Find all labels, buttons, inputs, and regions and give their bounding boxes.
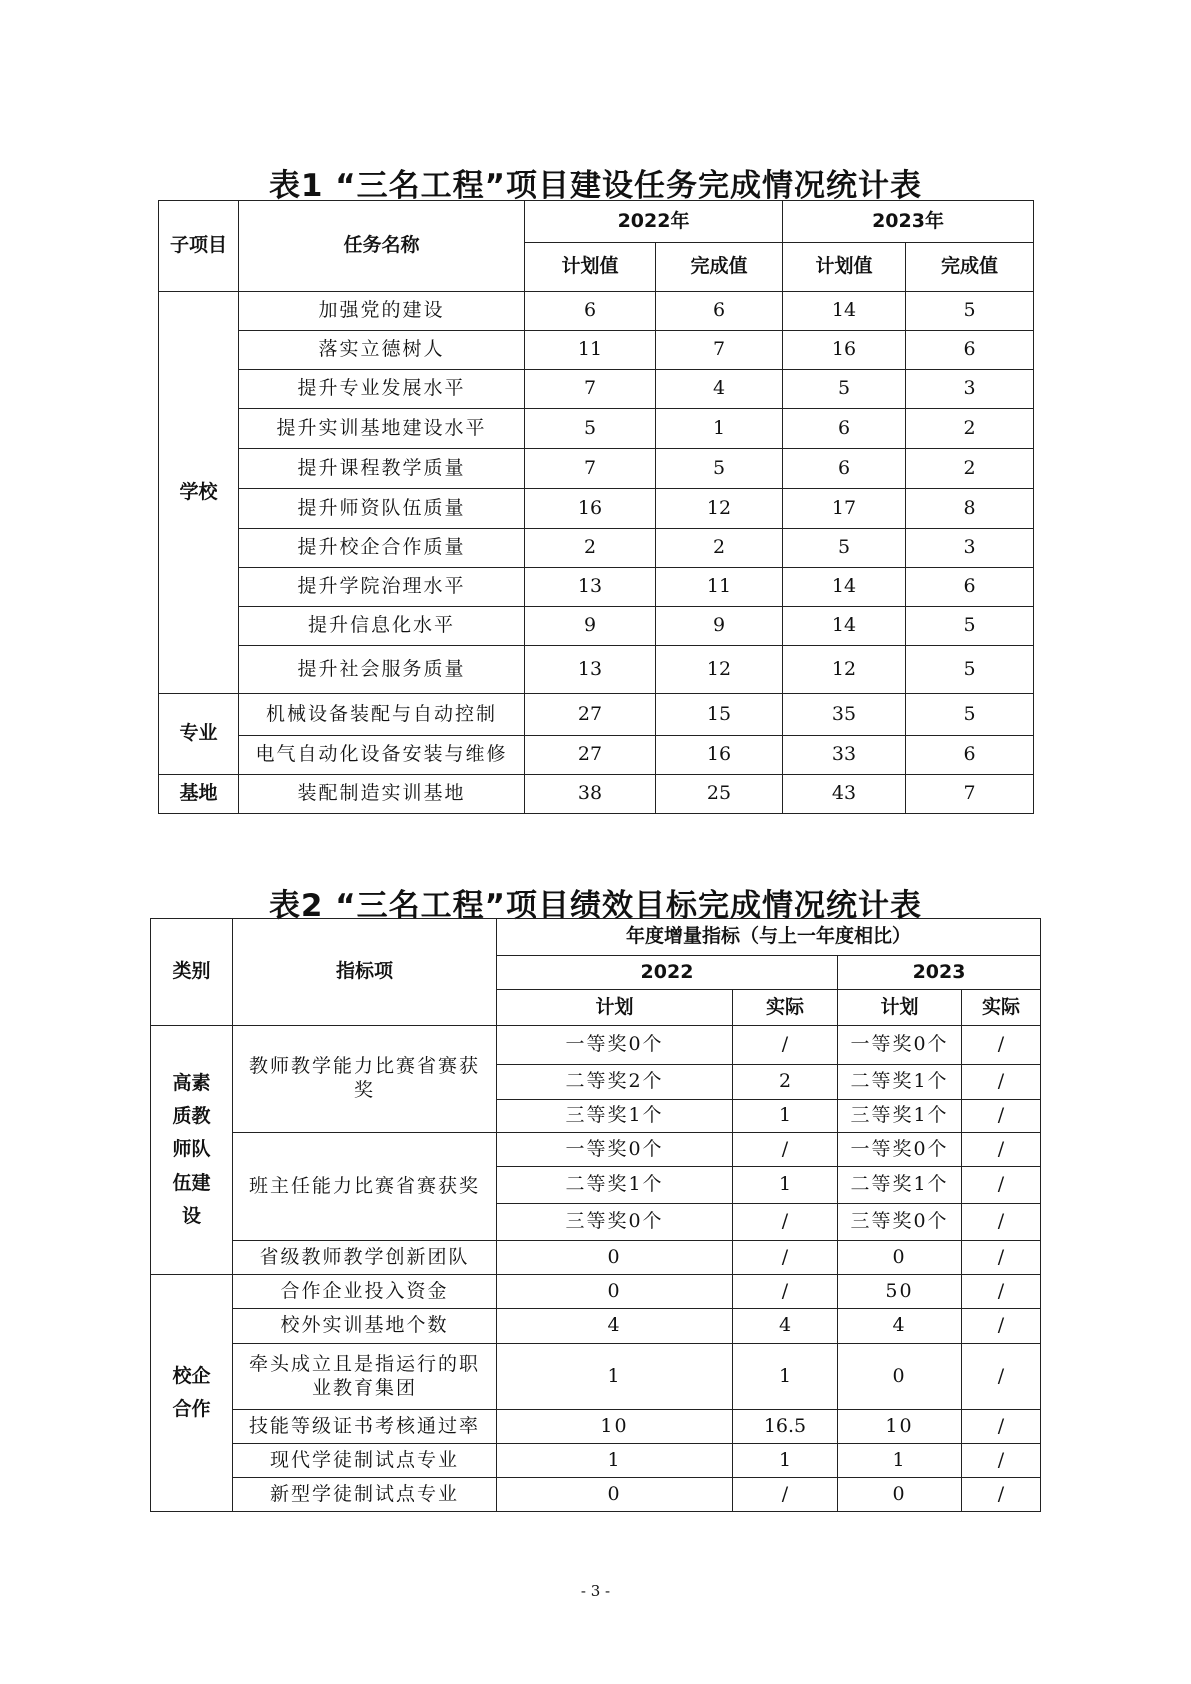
indicator-cell: 省级教师教学创新团队 [233, 1241, 497, 1275]
plan-2023-cell: 二等奖1个 [838, 1065, 962, 1100]
table-row [159, 694, 1034, 736]
task-name-cell: 提升专业发展水平 [239, 370, 525, 409]
plan-2023-cell: 10 [838, 1410, 962, 1444]
header-indicator: 指标项 [233, 919, 497, 1026]
header-plan-2023: 计划 [838, 990, 962, 1026]
category-cell [151, 1026, 233, 1275]
category-line: 高素 [172, 1071, 211, 1094]
task-name-cell: 提升校企合作质量 [239, 529, 525, 568]
plan-2023-cell: 0 [838, 1478, 962, 1512]
value-cell: 2 [906, 409, 1034, 449]
table-row [151, 1444, 1041, 1478]
actual-2023-cell: / [962, 1309, 1041, 1344]
actual-2022-cell: 1 [733, 1167, 838, 1204]
value-cell: 14 [783, 292, 906, 331]
actual-2022-cell: 1 [733, 1444, 838, 1478]
page-number: - 3 - [580, 1582, 611, 1600]
header-annual-increment: 年度增量指标（与上一年度相比） [497, 919, 1041, 956]
category-cell [151, 1275, 233, 1512]
value-cell: 6 [906, 736, 1034, 775]
actual-2023-cell: / [962, 1344, 1041, 1410]
table-row [151, 1344, 1041, 1410]
header-done-2022: 完成值 [656, 243, 783, 292]
plan-2023-cell: 4 [838, 1309, 962, 1344]
value-cell: 9 [656, 607, 783, 646]
value-cell: 1 [656, 409, 783, 449]
value-cell: 2 [656, 529, 783, 568]
value-cell: 5 [783, 529, 906, 568]
subproject-cell: 基地 [159, 775, 239, 814]
plan-2022-cell: 10 [497, 1410, 733, 1444]
value-cell: 3 [906, 529, 1034, 568]
header-plan-2023: 计划值 [783, 243, 906, 292]
header-task-name: 任务名称 [239, 201, 525, 292]
plan-2022-cell: 4 [497, 1309, 733, 1344]
value-cell: 7 [656, 331, 783, 370]
plan-2023-cell: 三等奖1个 [838, 1100, 962, 1133]
value-cell: 6 [906, 331, 1034, 370]
plan-2022-cell: 一等奖0个 [497, 1026, 733, 1065]
value-cell: 11 [525, 331, 656, 370]
actual-2023-cell: / [962, 1065, 1041, 1100]
header-plan-2022: 计划值 [525, 243, 656, 292]
value-cell: 7 [906, 775, 1034, 814]
actual-2022-cell: / [733, 1241, 838, 1275]
task-name-cell: 提升师资队伍质量 [239, 489, 525, 529]
plan-2023-cell: 0 [838, 1241, 962, 1275]
plan-2022-cell: 1 [497, 1344, 733, 1410]
value-cell: 13 [525, 568, 656, 607]
task-name-cell: 提升社会服务质量 [239, 646, 525, 694]
value-cell: 5 [906, 694, 1034, 736]
indicator-cell: 牵头成立且是指运行的职业教育集团 [233, 1344, 497, 1410]
subproject-cell: 学校 [159, 292, 239, 694]
table-row [159, 775, 1034, 814]
value-cell: 25 [656, 775, 783, 814]
actual-2023-cell: / [962, 1410, 1041, 1444]
indicator-cell: 教师教学能力比赛省赛获奖 [233, 1026, 497, 1133]
value-cell: 27 [525, 736, 656, 775]
plan-2023-cell: 一等奖0个 [838, 1133, 962, 1167]
value-cell: 12 [656, 646, 783, 694]
actual-2023-cell: / [962, 1204, 1041, 1241]
table-row [151, 1133, 1041, 1167]
header-plan-2022: 计划 [497, 990, 733, 1026]
table-row [159, 292, 1034, 331]
table-row [159, 370, 1034, 409]
table-row [159, 646, 1034, 694]
value-cell: 12 [656, 489, 783, 529]
value-cell: 13 [525, 646, 656, 694]
table-row [159, 449, 1034, 489]
plan-2023-cell: 50 [838, 1275, 962, 1309]
table-row [159, 736, 1034, 775]
header-actual-2022: 实际 [733, 990, 838, 1026]
header-done-2023: 完成值 [906, 243, 1034, 292]
value-cell: 5 [906, 607, 1034, 646]
value-cell: 17 [783, 489, 906, 529]
value-cell: 8 [906, 489, 1034, 529]
header-actual-2023: 实际 [962, 990, 1041, 1026]
actual-2023-cell: / [962, 1100, 1041, 1133]
value-cell: 5 [783, 370, 906, 409]
actual-2023-cell: / [962, 1444, 1041, 1478]
value-cell: 14 [783, 568, 906, 607]
value-cell: 16 [783, 331, 906, 370]
task-name-cell: 提升学院治理水平 [239, 568, 525, 607]
value-cell: 38 [525, 775, 656, 814]
header-year-2022: 2022年 [525, 201, 783, 243]
plan-2023-cell: 三等奖0个 [838, 1204, 962, 1241]
category-line: 设 [181, 1204, 201, 1227]
category-line: 校企 [172, 1364, 211, 1387]
table-row [151, 1309, 1041, 1344]
header-category: 类别 [151, 919, 233, 1026]
value-cell: 6 [906, 568, 1034, 607]
plan-2023-cell: 二等奖1个 [838, 1167, 962, 1204]
value-cell: 33 [783, 736, 906, 775]
value-cell: 3 [906, 370, 1034, 409]
indicator-cell: 技能等级证书考核通过率 [233, 1410, 497, 1444]
subproject-cell: 专业 [159, 694, 239, 775]
header-year-2023: 2023年 [783, 201, 1034, 243]
plan-2023-cell: 0 [838, 1344, 962, 1410]
task-name-cell: 提升信息化水平 [239, 607, 525, 646]
task-name-cell: 机械设备装配与自动控制 [239, 694, 525, 736]
actual-2022-cell: 1 [733, 1344, 838, 1410]
value-cell: 5 [656, 449, 783, 489]
actual-2023-cell: / [962, 1133, 1041, 1167]
plan-2022-cell: 三等奖0个 [497, 1204, 733, 1241]
indicator-cell: 新型学徒制试点专业 [233, 1478, 497, 1512]
plan-2022-cell: 1 [497, 1444, 733, 1478]
value-cell: 14 [783, 607, 906, 646]
task-completion-table [158, 200, 1034, 814]
value-cell: 7 [525, 449, 656, 489]
actual-2023-cell: / [962, 1167, 1041, 1204]
table-row [159, 607, 1034, 646]
indicator-cell: 班主任能力比赛省赛获奖 [233, 1133, 497, 1241]
table-row [159, 409, 1034, 449]
value-cell: 6 [656, 292, 783, 331]
table-row [159, 529, 1034, 568]
value-cell: 6 [525, 292, 656, 331]
header-year-2023: 2023 [838, 956, 1041, 990]
actual-2023-cell: / [962, 1275, 1041, 1309]
value-cell: 16 [525, 489, 656, 529]
indicator-cell: 校外实训基地个数 [233, 1309, 497, 1344]
actual-2022-cell: / [733, 1133, 838, 1167]
plan-2023-cell: 一等奖0个 [838, 1026, 962, 1065]
actual-2022-cell: / [733, 1275, 838, 1309]
task-name-cell: 加强党的建设 [239, 292, 525, 331]
task-name-cell: 电气自动化设备安装与维修 [239, 736, 525, 775]
value-cell: 9 [525, 607, 656, 646]
value-cell: 2 [525, 529, 656, 568]
plan-2022-cell: 三等奖1个 [497, 1100, 733, 1133]
value-cell: 35 [783, 694, 906, 736]
value-cell: 43 [783, 775, 906, 814]
table-row [151, 1275, 1041, 1309]
table-row [151, 1026, 1041, 1065]
actual-2022-cell: / [733, 1478, 838, 1512]
value-cell: 7 [525, 370, 656, 409]
indicator-cell: 合作企业投入资金 [233, 1275, 497, 1309]
actual-2023-cell: / [962, 1241, 1041, 1275]
actual-2023-cell: / [962, 1478, 1041, 1512]
actual-2022-cell: 1 [733, 1100, 838, 1133]
table2-title: 表2 “三名工程”项目绩效目标完成情况统计表 [268, 888, 923, 924]
category-line: 伍建 [172, 1171, 211, 1194]
value-cell: 5 [906, 292, 1034, 331]
category-line: 质教 [172, 1105, 211, 1128]
plan-2022-cell: 一等奖0个 [497, 1133, 733, 1167]
category-line: 合作 [172, 1398, 211, 1420]
plan-2023-cell: 1 [838, 1444, 962, 1478]
table-row [151, 1478, 1041, 1512]
task-name-cell: 落实立德树人 [239, 331, 525, 370]
header-subproject: 子项目 [159, 201, 239, 292]
actual-2022-cell: / [733, 1026, 838, 1065]
value-cell: 15 [656, 694, 783, 736]
value-cell: 12 [783, 646, 906, 694]
actual-2022-cell: 4 [733, 1309, 838, 1344]
actual-2023-cell: / [962, 1026, 1041, 1065]
value-cell: 16 [656, 736, 783, 775]
table-row [151, 1410, 1041, 1444]
value-cell: 5 [906, 646, 1034, 694]
value-cell: 6 [783, 409, 906, 449]
performance-target-table [150, 918, 1041, 1512]
task-name-cell: 装配制造实训基地 [239, 775, 525, 814]
plan-2022-cell: 0 [497, 1275, 733, 1309]
table1-title: 表1 “三名工程”项目建设任务完成情况统计表 [268, 168, 923, 204]
plan-2022-cell: 0 [497, 1241, 733, 1275]
table-row [159, 489, 1034, 529]
value-cell: 5 [525, 409, 656, 449]
value-cell: 6 [783, 449, 906, 489]
value-cell: 11 [656, 568, 783, 607]
table-row [159, 568, 1034, 607]
plan-2022-cell: 0 [497, 1478, 733, 1512]
actual-2022-cell: 2 [733, 1065, 838, 1100]
category-line: 师队 [172, 1138, 211, 1161]
indicator-cell: 现代学徒制试点专业 [233, 1444, 497, 1478]
actual-2022-cell: / [733, 1204, 838, 1241]
task-name-cell: 提升实训基地建设水平 [239, 409, 525, 449]
actual-2022-cell: 16.5 [733, 1410, 838, 1444]
table-row [159, 331, 1034, 370]
value-cell: 27 [525, 694, 656, 736]
task-name-cell: 提升课程教学质量 [239, 449, 525, 489]
plan-2022-cell: 二等奖1个 [497, 1167, 733, 1204]
value-cell: 4 [656, 370, 783, 409]
header-year-2022: 2022 [497, 956, 838, 990]
table-row [151, 1241, 1041, 1275]
value-cell: 2 [906, 449, 1034, 489]
plan-2022-cell: 二等奖2个 [497, 1065, 733, 1100]
